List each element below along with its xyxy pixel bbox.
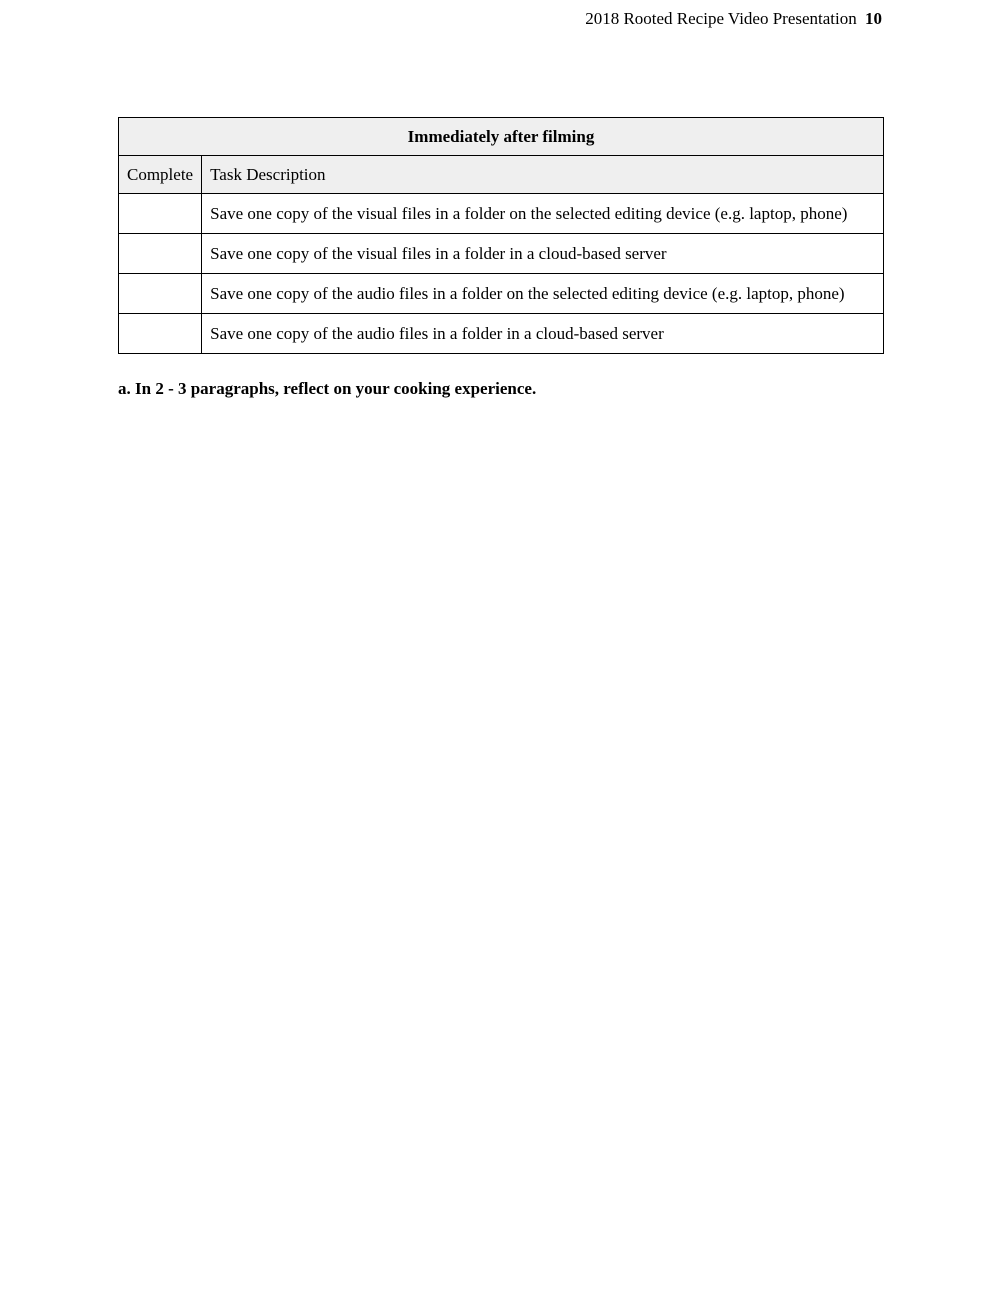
running-title: 2018 Rooted Recipe Video Presentation: [585, 9, 857, 28]
table-header-row: [119, 156, 884, 194]
complete-checkbox-cell[interactable]: [119, 274, 202, 314]
running-header: [585, 8, 882, 30]
task-description: Save one copy of the visual files in a folder on the selected editing device (e.g. laptop, phone): [202, 194, 884, 234]
page-number: 10: [865, 9, 882, 28]
table-row: [119, 314, 884, 354]
complete-checkbox-cell[interactable]: [119, 194, 202, 234]
table-row: [119, 194, 884, 234]
complete-checkbox-cell[interactable]: [119, 314, 202, 354]
complete-checkbox-cell[interactable]: [119, 234, 202, 274]
table-title: Immediately after filming: [119, 118, 884, 156]
table-row: [119, 234, 884, 274]
task-description: Save one copy of the audio files in a folder on the selected editing device (e.g. laptop, phone): [202, 274, 884, 314]
table-title-row: [119, 118, 884, 156]
column-header-complete: Complete: [119, 156, 202, 194]
checklist-table: [118, 117, 884, 354]
column-header-task: Task Description: [202, 156, 884, 194]
reflection-prompt: a. In 2 - 3 paragraphs, reflect on your cooking experience.: [118, 379, 537, 398]
table-row: [119, 274, 884, 314]
task-description: Save one copy of the visual files in a folder in a cloud-based server: [202, 234, 884, 274]
task-description: Save one copy of the audio files in a folder in a cloud-based server: [202, 314, 884, 354]
